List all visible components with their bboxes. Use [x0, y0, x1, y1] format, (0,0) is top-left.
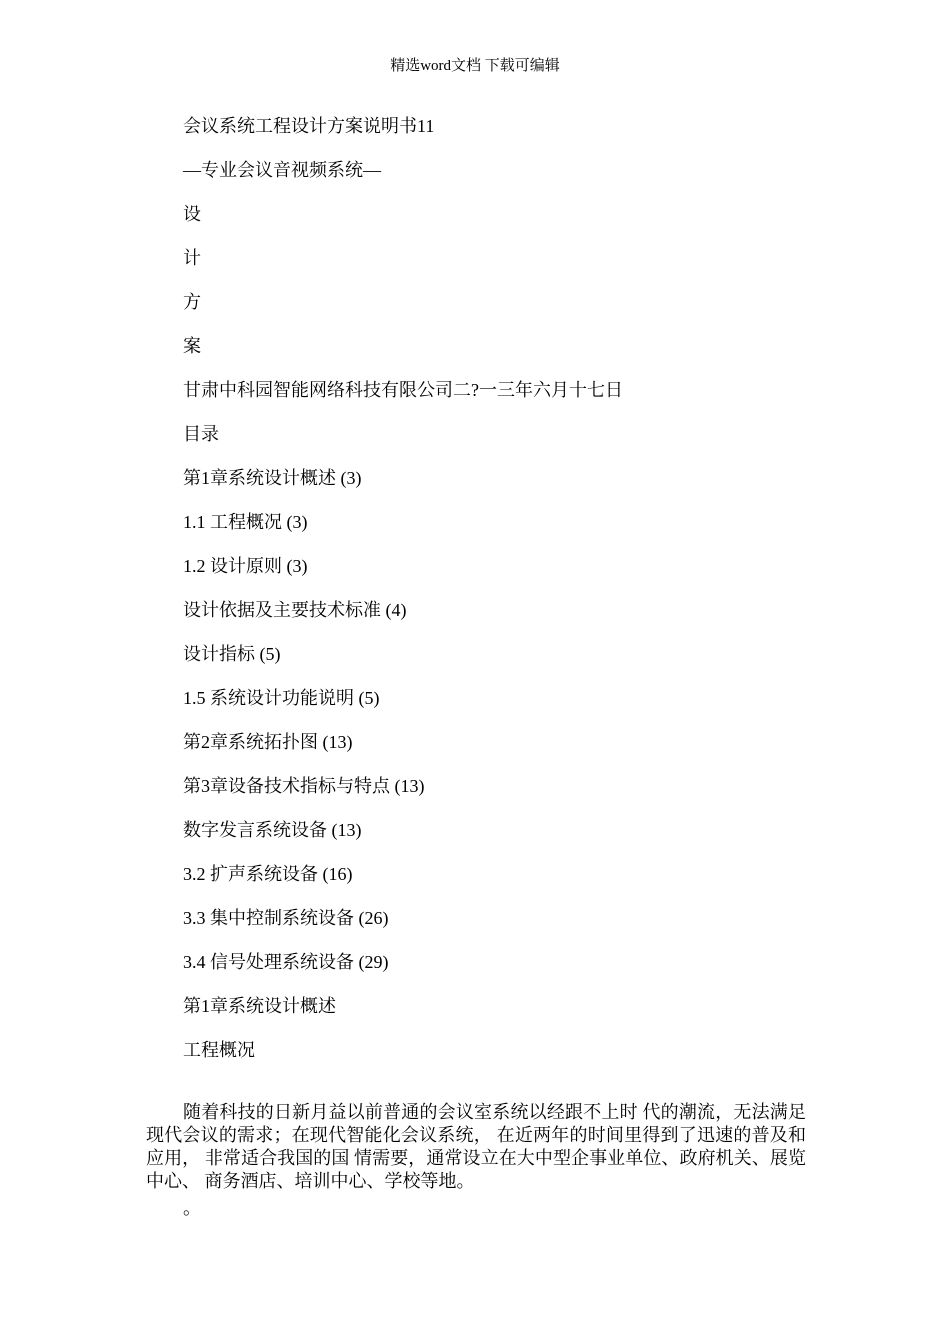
toc-entry: 设计指标 (5) — [183, 644, 281, 664]
toc-entry: 1.2 设计原则 (3) — [183, 556, 308, 576]
section-heading: 工程概况 — [183, 1040, 255, 1060]
vertical-title-char: 设 — [183, 204, 201, 224]
toc-entry: 第3章设备技术指标与特点 (13) — [183, 776, 425, 796]
chapter-heading: 第1章系统设计概述 — [183, 996, 336, 1016]
page-header: 精选word文档 下载可编辑 — [390, 58, 560, 74]
toc-entry: 1.1 工程概况 (3) — [183, 512, 308, 532]
toc-entry: 1.5 系统设计功能说明 (5) — [183, 688, 380, 708]
document-body — [183, 112, 823, 1080]
document-title: 会议系统工程设计方案说明书11 — [183, 116, 435, 136]
toc-heading: 目录 — [183, 424, 219, 444]
trailing-mark: 。 — [183, 1198, 201, 1218]
document-subtitle: —专业会议音视频系统— — [183, 160, 381, 180]
vertical-title-char: 方 — [183, 292, 201, 312]
toc-entry: 设计依据及主要技术标准 (4) — [183, 600, 407, 620]
company-and-date: 甘肃中科园智能网络科技有限公司二?一三年六月十七日 — [183, 380, 623, 400]
toc-entry: 数字发言系统设备 (13) — [183, 820, 362, 840]
body-paragraph: 随着科技的日新月益以前普通的会议室系统以经跟不上时 代的潮流，无法满足现代会议的需求；在现代智能化会议系统， 在近两年的时间里得到了迅速的普及和应用， 非常适合我国的国 情需要，通常设立在大中型企事业单位、政府机关、展览中心、 商务酒店、培训中心、学校等地。 — [146, 1102, 806, 1191]
toc-entry: 3.3 集中控制系统设备 (26) — [183, 908, 389, 928]
toc-entry: 3.2 扩声系统设备 (16) — [183, 864, 353, 884]
toc-entry: 3.4 信号处理系统设备 (29) — [183, 952, 389, 972]
toc-entry: 第2章系统拓扑图 (13) — [183, 732, 353, 752]
toc-entry: 第1章系统设计概述 (3) — [183, 468, 362, 488]
vertical-title-char: 案 — [183, 336, 201, 356]
vertical-title-char: 计 — [183, 248, 201, 268]
